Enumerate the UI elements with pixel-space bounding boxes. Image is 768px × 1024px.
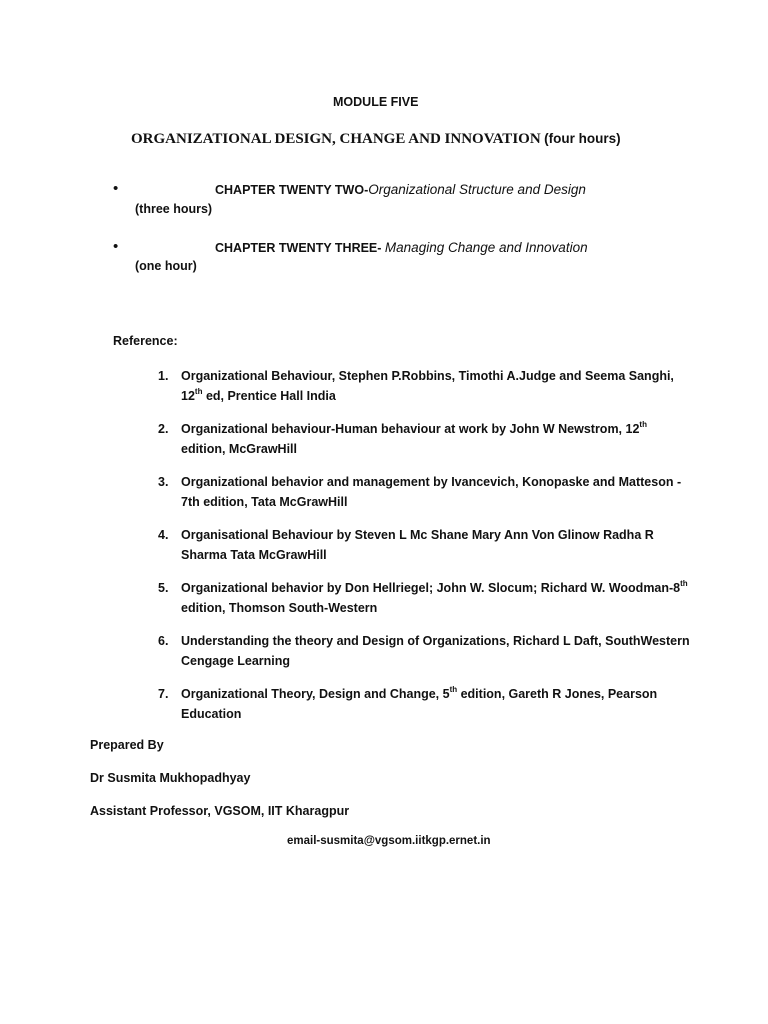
reference-line bbox=[181, 631, 690, 651]
reference-text: edition, Gareth R Jones, Pearson bbox=[457, 687, 658, 701]
list-number: 5. bbox=[158, 581, 169, 595]
module-heading bbox=[131, 131, 621, 148]
reference-text: Cengage Learning bbox=[181, 654, 291, 668]
reference-text: edition, McGrawHill bbox=[181, 442, 297, 456]
list-number: 1. bbox=[158, 369, 169, 383]
chapter-hours: (one hour) bbox=[135, 259, 197, 273]
list-number: 2. bbox=[158, 422, 169, 436]
reference-text: Organizational Behaviour, Stephen P.Robbins, Timothi A.Judge and Seema Sanghi, bbox=[181, 369, 674, 383]
reference-line bbox=[181, 492, 347, 512]
reference-text: 12 bbox=[181, 389, 195, 403]
reference-line bbox=[181, 545, 327, 565]
reference-text: ed, Prentice Hall India bbox=[202, 389, 336, 403]
chapter-hours: (three hours) bbox=[135, 202, 213, 216]
module-title: MODULE FIVE bbox=[333, 95, 419, 109]
superscript: th bbox=[449, 685, 458, 694]
reference-line bbox=[181, 704, 241, 724]
reference-text: Organisational Behaviour by Steven L Mc Shane Mary Ann Von Glinow Radha R bbox=[181, 528, 654, 542]
chapter-line bbox=[215, 240, 588, 255]
reference-text: 7th edition, Tata McGrawHill bbox=[181, 495, 348, 509]
reference-label: Reference: bbox=[113, 334, 178, 348]
reference-text: Education bbox=[181, 707, 242, 721]
reference-text: Organizational Theory, Design and Change, 5 bbox=[181, 687, 450, 701]
bullet-icon: • bbox=[113, 180, 119, 197]
reference-line bbox=[181, 578, 688, 598]
reference-text: Organizational behavior by Don Hellriegel; John W. Slocum; Richard W. Woodman-8 bbox=[181, 581, 681, 595]
reference-line bbox=[181, 684, 657, 704]
superscript: th bbox=[194, 387, 203, 396]
reference-text: Understanding the theory and Design of Organizations, Richard L Daft, SouthWestern bbox=[181, 634, 690, 648]
chapter-title: Organizational Structure and Design bbox=[368, 182, 586, 197]
reference-line bbox=[181, 366, 674, 386]
chapter-line bbox=[215, 182, 586, 197]
module-heading-text: ORGANIZATIONAL DESIGN, CHANGE AND INNOVATION bbox=[131, 131, 541, 147]
list-number: 6. bbox=[158, 634, 169, 648]
bullet-icon: • bbox=[113, 238, 119, 255]
prepared-by-label: Prepared By bbox=[90, 738, 164, 752]
author-name: Dr Susmita Mukhopadhyay bbox=[90, 771, 251, 785]
reference-line bbox=[181, 472, 681, 492]
author-position: Assistant Professor, VGSOM, IIT Kharagpur bbox=[90, 804, 350, 818]
author-email: email-susmita@vgsom.iitkgp.ernet.in bbox=[287, 835, 491, 847]
reference-line bbox=[181, 525, 654, 545]
reference-line bbox=[181, 651, 290, 671]
reference-text: edition, Thomson South-Western bbox=[181, 601, 378, 615]
reference-text: Sharma Tata McGrawHill bbox=[181, 548, 327, 562]
chapter-title: Managing Change and Innovation bbox=[384, 240, 588, 255]
chapter-label: CHAPTER TWENTY THREE- bbox=[215, 241, 385, 255]
superscript: th bbox=[680, 579, 688, 588]
reference-text: Organizational behaviour-Human behaviour at work by John W Newstrom, 12 bbox=[181, 422, 640, 436]
reference-text: Organizational behavior and management by Ivancevich, Konopaske and Matteson - bbox=[181, 475, 682, 489]
list-number: 7. bbox=[158, 687, 169, 701]
reference-line bbox=[181, 439, 297, 459]
list-number: 3. bbox=[158, 475, 169, 489]
superscript: th bbox=[639, 420, 647, 429]
chapter-label: CHAPTER TWENTY TWO- bbox=[215, 183, 369, 197]
reference-line bbox=[181, 419, 647, 439]
reference-line bbox=[181, 386, 336, 406]
reference-line bbox=[181, 598, 377, 618]
list-number: 4. bbox=[158, 528, 169, 542]
module-heading-duration: (four hours) bbox=[544, 131, 621, 146]
